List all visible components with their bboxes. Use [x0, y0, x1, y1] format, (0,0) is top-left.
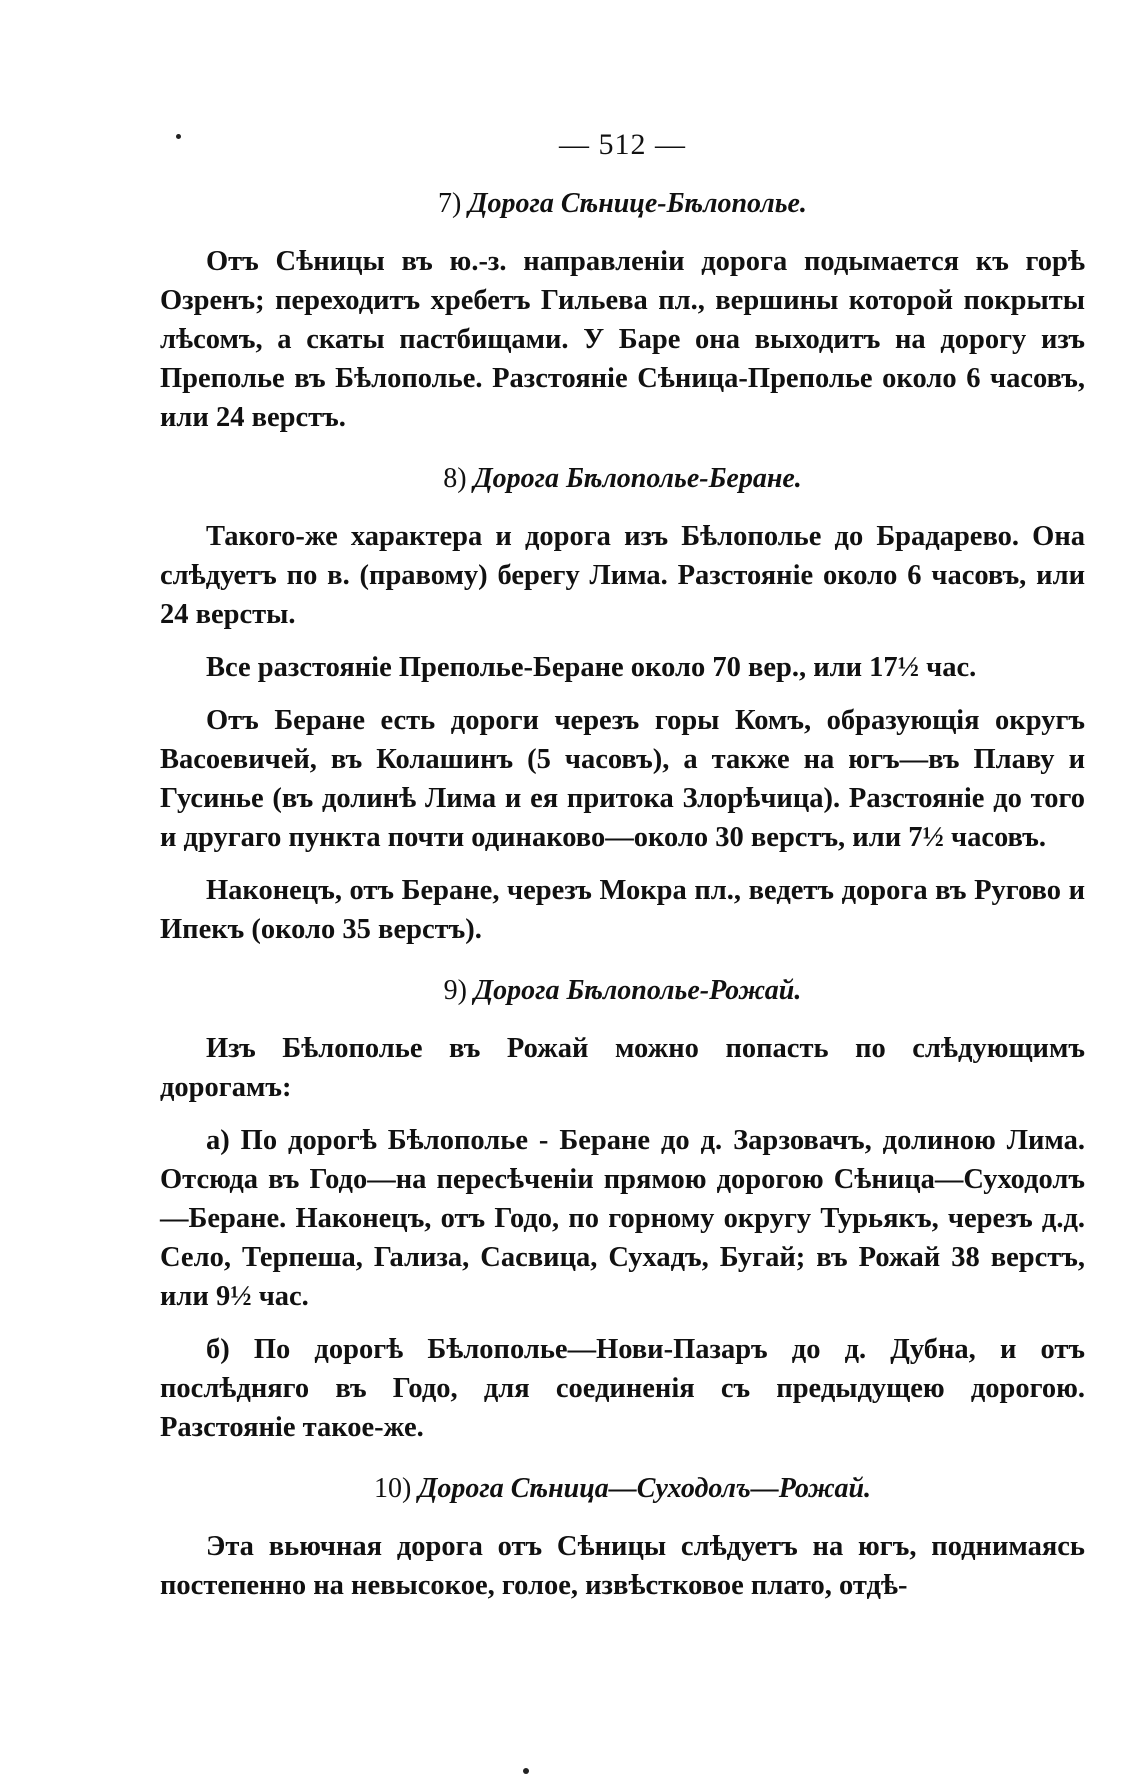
section-number: 7) — [438, 188, 462, 219]
section-road-7 — [160, 188, 1085, 437]
section-title: Дорога Бѣлополье-Беране. — [473, 463, 802, 494]
paragraph: Эта вьючная дорога отъ Сѣницы слѣдуетъ на югъ, поднимаясь постепенно на невысокое, голое, извѣстковое плато, отдѣ- — [160, 1531, 1085, 1601]
scan-speck — [176, 134, 181, 139]
section-title: Дорога Сѣнице-Бѣлополье. — [468, 188, 807, 219]
section-heading — [160, 188, 1085, 220]
section-number: 8) — [443, 463, 467, 494]
section-road-8 — [160, 463, 1085, 949]
paragraph: Отъ Сѣницы въ ю.-з. направленіи дорога подымается къ горѣ Озренъ; переходитъ хребетъ Гильева пл., вершины которой покрыты лѣсомъ, а скаты пастбищами. У Баре она выходитъ на дорогу изъ Преполье въ Бѣлополье. Разстояніе Сѣница-Преполье около 6 часовъ, или 24 верстъ. — [160, 246, 1085, 433]
section-heading — [160, 463, 1085, 495]
scan-speck — [523, 1768, 529, 1774]
paragraph: а) По дорогѣ Бѣлополье - Беране до д. Зарзовачъ, долиною Лима. Отсюда въ Годо—на пересѣченіи прямою дорогою Сѣница—Суходолъ—Беране. Наконецъ, отъ Годо, по горному округу Турьякъ, черезъ д.д. Село, Терпеша, Гализа, Сасвица, Сухадъ, Бугай; въ Рожай 38 верстъ, или 9½ час. — [160, 1125, 1085, 1312]
section-number: 10) — [373, 1473, 412, 1504]
section-heading — [160, 1473, 1085, 1505]
paragraph: Все разстояніе Преполье-Беране около 70 вер., или 17½ час. — [206, 652, 977, 683]
paragraph: Отъ Беране есть дороги черезъ горы Комъ, образующія округъ Васоевичей, въ Колашинъ (5 часовъ), а также на югъ—въ Плаву и Гусинье (въ долинѣ Лима и ея притока Злорѣчица). Разстояніе до того и другаго пункта почти одинаково—около 30 верстъ, или 7½ часовъ. — [160, 705, 1085, 853]
section-title: Дорога Сѣница—Суходолъ—Рожай. — [418, 1473, 872, 1504]
section-heading — [160, 975, 1085, 1007]
section-title: Дорога Бѣлополье-Рожай. — [473, 975, 802, 1006]
paragraph: Наконецъ, отъ Беране, черезъ Мокра пл., ведетъ дорога въ Ругово и Ипекъ (около 35 верстъ). — [160, 875, 1085, 945]
page-number: — 512 — — [559, 128, 686, 161]
section-number: 9) — [443, 975, 467, 1006]
paragraph: Такого-же характера и дорога изъ Бѣлополье до Брадарево. Она слѣдуетъ по в. (правому) берегу Лима. Разстояніе около 6 часовъ, или 24 версты. — [160, 521, 1085, 630]
section-road-10 — [160, 1473, 1085, 1605]
paragraph: Изъ Бѣлополье въ Рожай можно попасть по слѣдующимъ дорогамъ: — [160, 1033, 1085, 1103]
section-road-9 — [160, 975, 1085, 1447]
book-page — [160, 128, 1085, 1631]
paragraph: б) По дорогѣ Бѣлополье—Нови-Пазаръ до д. Дубна, и отъ послѣдняго въ Годо, для соединенія съ предыдущею дорогою. Разстояніе такое-же. — [160, 1334, 1085, 1443]
